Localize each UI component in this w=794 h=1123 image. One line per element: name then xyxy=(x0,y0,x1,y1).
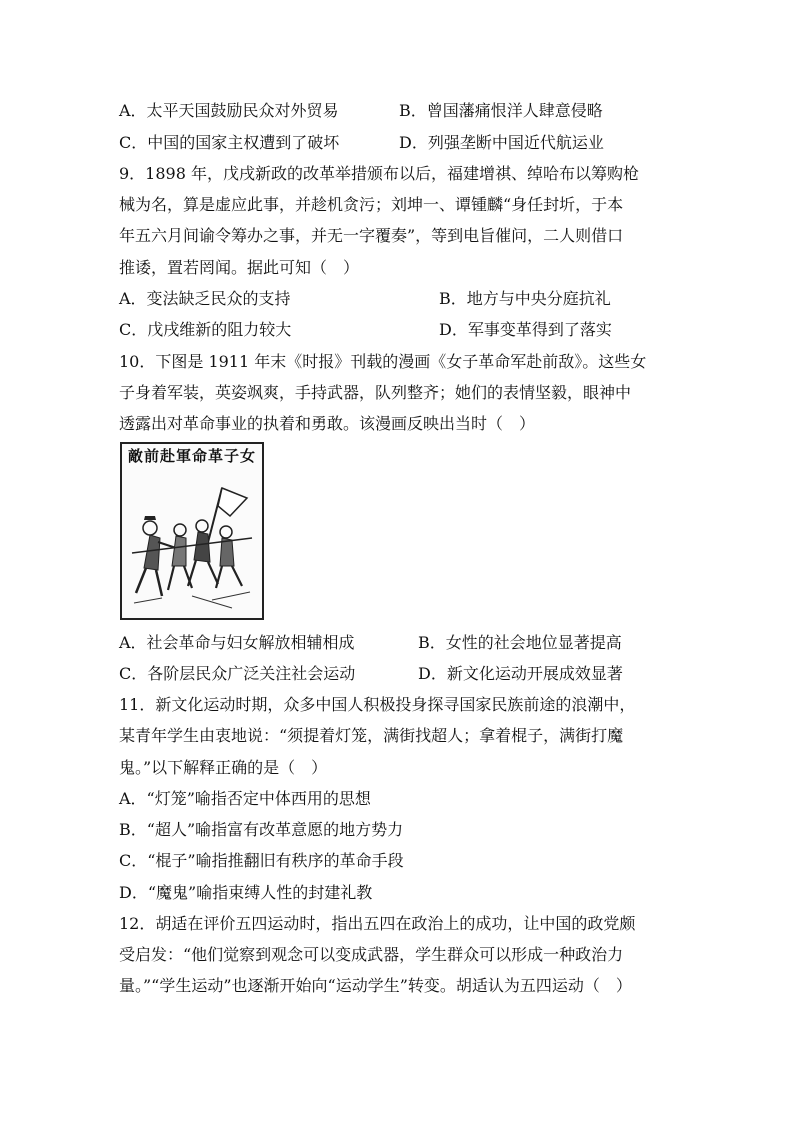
q9-option-c: C．戊戌维新的阻力较大 xyxy=(119,320,292,339)
q9-option-a: A．变法缺乏民众的支持 xyxy=(119,289,291,308)
cartoon-title: 敵前赴軍命革子女 xyxy=(127,447,256,465)
q8-option-c: C．中国的国家主权遭到了破坏 xyxy=(119,133,340,152)
q12-stem-line-1: 12．胡适在评价五四运动时，指出五四在政治上的成功，让中国的政党颇 xyxy=(119,914,636,933)
q9-option-b: B．地方与中央分庭抗礼 xyxy=(439,289,611,308)
q9-stem-line-2: 械为名，算是虚应此事，并趁机贪污；刘坤一、谭锺麟“身任封圻，于本 xyxy=(119,195,624,214)
q9-stem-line-4: 推诿，置若罔闻。据此可知（ ） xyxy=(119,258,360,277)
q10-option-c: C．各阶层民众广泛关注社会运动 xyxy=(119,664,356,683)
q11-option-a: A．“灯笼”喻指否定中体西用的思想 xyxy=(119,789,371,808)
q8-option-a: A．太平天国鼓励民众对外贸易 xyxy=(119,101,339,120)
q9-stem-line-1: 9．1898 年，戊戌新政的改革举措颁布以后，福建增祺、绰哈布以筹购枪 xyxy=(119,164,639,183)
women-revolutionary-army-cartoon xyxy=(120,442,264,620)
q8-option-b: B．曾国藩痛恨洋人肆意侵略 xyxy=(399,101,603,120)
q9-stem-line-3: 年五六月间谕令筹办之事，并无一字覆奏”，等到电旨催问，二人则借口 xyxy=(119,226,624,245)
q8-option-d: D．列强垄断中国近代航运业 xyxy=(399,133,604,152)
q11-stem-line-2: 某青年学生由衷地说：“须提着灯笼，满街找超人；拿着棍子，满街打魔 xyxy=(119,726,624,745)
q11-stem-line-3: 鬼。”以下解释正确的是（ ） xyxy=(119,758,328,777)
q12-stem-line-2: 受启发：“他们觉察到观念可以变成武器，学生群众可以形成一种政治力 xyxy=(119,945,624,964)
q10-option-d: D．新文化运动开展成效显著 xyxy=(418,664,623,683)
cartoon-illustration xyxy=(122,468,262,618)
q10-option-a: A．社会革命与妇女解放相辅相成 xyxy=(119,633,355,652)
q11-option-d: D．“魔鬼”喻指束缚人性的封建礼教 xyxy=(119,883,373,902)
q11-option-b: B．“超人”喻指富有改革意愿的地方势力 xyxy=(119,820,404,839)
q11-option-c: C．“棍子”喻指推翻旧有秩序的革命手段 xyxy=(119,851,404,870)
q10-stem-line-1: 10．下图是 1911 年末《时报》刊载的漫画《女子革命军赴前敌》。这些女 xyxy=(119,352,647,371)
q10-stem-line-3: 透露出对革命事业的执着和勇敢。该漫画反映出当时（ ） xyxy=(119,414,536,433)
q9-option-d: D．军事变革得到了落实 xyxy=(439,320,612,339)
q12-stem-line-3: 量。”“学生运动”也逐渐开始向“运动学生”转变。胡适认为五四运动（ ） xyxy=(119,976,632,995)
q11-stem-line-1: 11．新文化运动时期，众多中国人积极投身探寻国家民族前途的浪潮中， xyxy=(119,695,636,714)
q10-stem-line-2: 子身着军装，英姿飒爽，手持武器，队列整齐；她们的表情坚毅，眼神中 xyxy=(119,383,632,402)
q10-option-b: B．女性的社会地位显著提高 xyxy=(418,633,622,652)
